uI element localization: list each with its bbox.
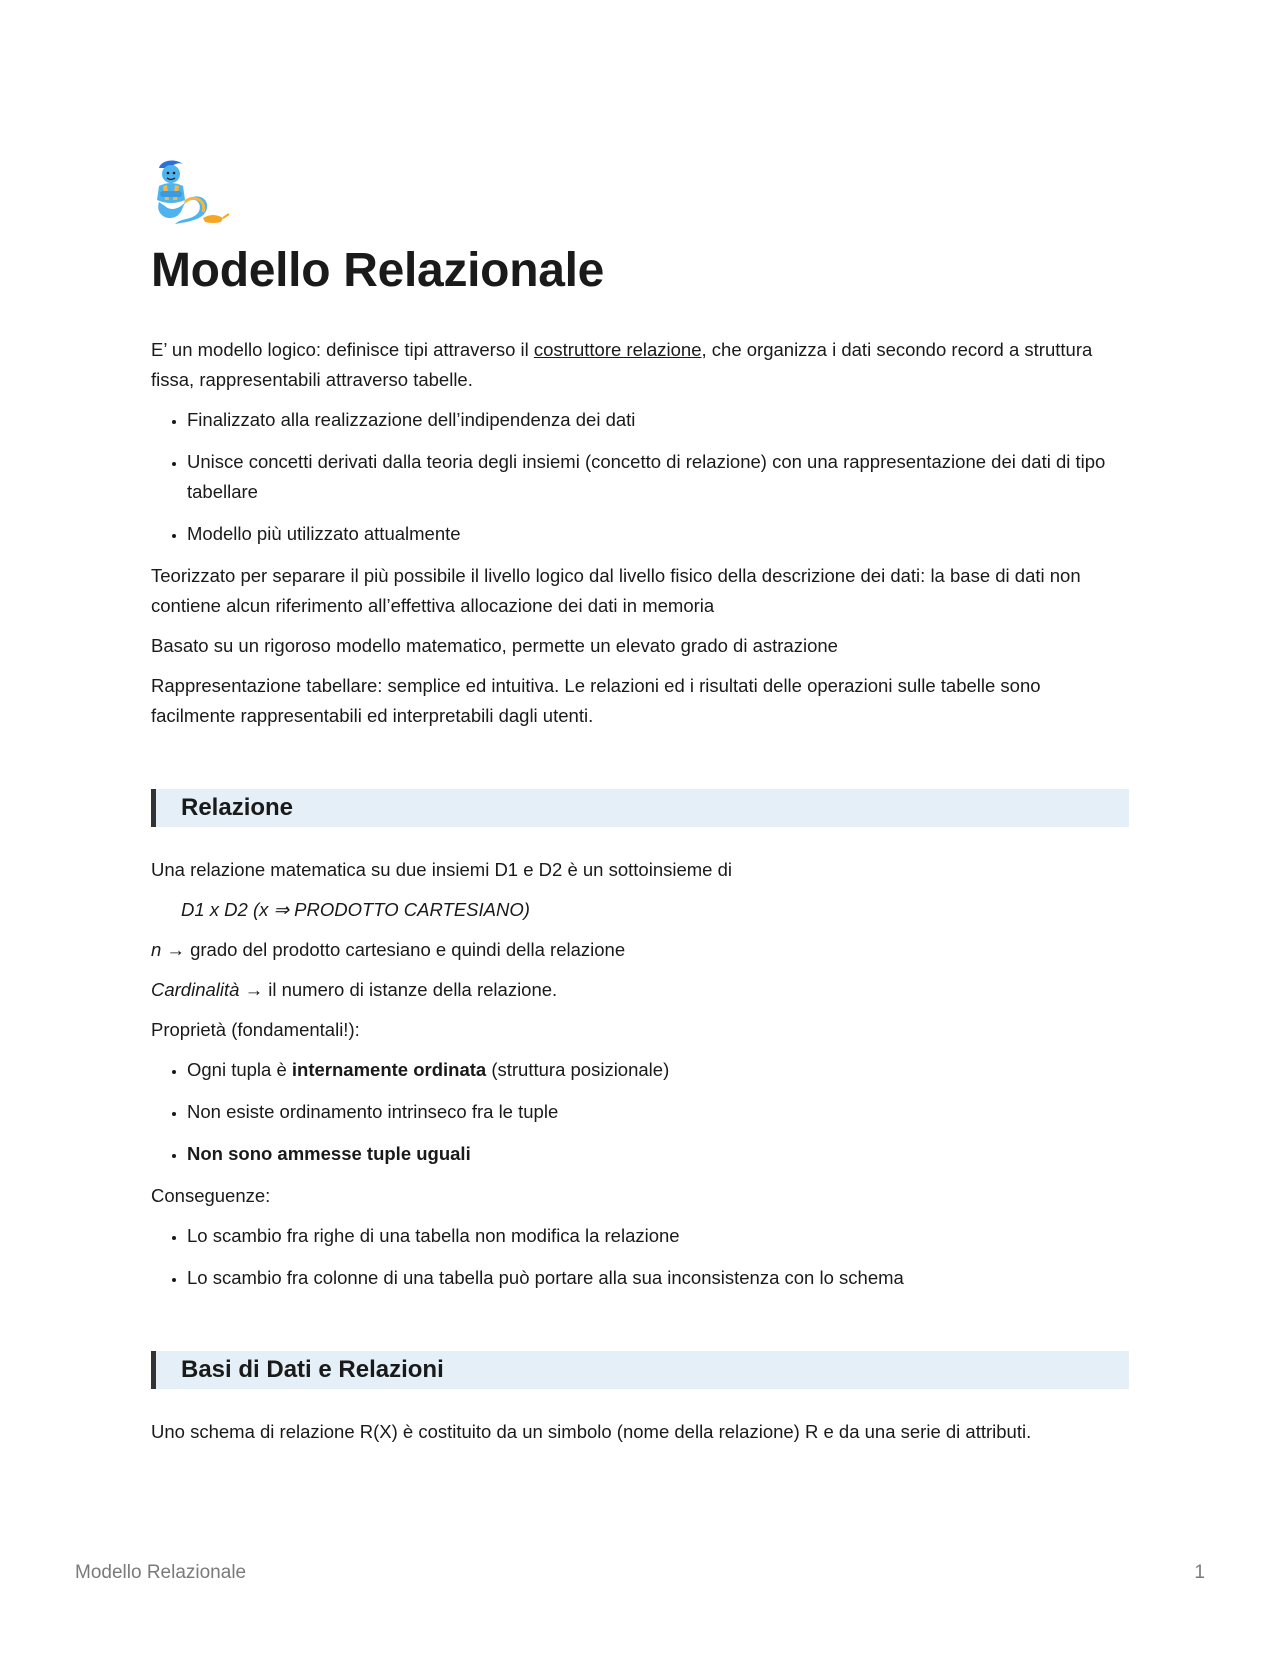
list-item: • Modello più utilizzato attualmente xyxy=(187,519,1129,549)
list-item: • Finalizzato alla realizzazione dell’indipendenza dei dati xyxy=(187,405,1129,435)
intro-paragraph xyxy=(151,335,1129,395)
prop-text: (struttura posizionale) xyxy=(486,1059,670,1080)
paragraph: Basato su un rigoroso modello matematico, permette un elevato grado di astrazione xyxy=(151,635,838,656)
section-header-relazione xyxy=(151,789,1129,827)
intro-text-pre: E’ un modello logico: definisce tipi attraverso il xyxy=(151,339,534,360)
cardinality-definition xyxy=(151,975,1129,1005)
paragraph: Proprietà (fondamentali!): xyxy=(151,1019,360,1040)
intro-text-post: , che organizza i dati secondo record a struttura fissa, rappresentabili attraverso tabelle. xyxy=(151,339,1093,390)
section-header-basi-di-dati xyxy=(151,1351,1129,1389)
list-item xyxy=(187,1055,1129,1085)
intro-bullet-list xyxy=(151,405,1129,549)
properties-list xyxy=(151,1055,1129,1169)
list-item: • Lo scambio fra colonne di una tabella può portare alla sua inconsistenza con lo schema xyxy=(187,1263,1129,1293)
list-item: • Unisce concetti derivati dalla teoria degli insiemi (concetto di relazione) con una rappresentazione dei dati di tipo tabellare xyxy=(187,447,1129,507)
genie-emoji-icon xyxy=(151,158,231,228)
cardinality-text: → il numero di istanze della relazione. xyxy=(239,979,558,1000)
page-footer xyxy=(75,1562,1205,1584)
section-heading: Basi di Dati e Relazioni xyxy=(181,1356,444,1383)
list-item: • Lo scambio fra righe di una tabella non modifica la relazione xyxy=(187,1221,1129,1251)
page-number: 1 xyxy=(1194,1562,1205,1583)
degree-text: → grado del prodotto cartesiano e quindi della relazione xyxy=(161,939,626,960)
document-page xyxy=(151,158,1129,1457)
paragraph: Teorizzato per separare il più possibile il livello logico dal livello fisico della descrizione dei dati: la base di dati non contiene alcun riferimento all’effettiva allocazione dei dati in memoria xyxy=(151,565,1081,616)
list-item: • Non sono ammesse tuple uguali xyxy=(187,1139,1129,1169)
cardinality-term: Cardinalità xyxy=(151,979,240,1000)
page-title: Modello Relazionale xyxy=(151,244,605,297)
paragraph: Conseguenze: xyxy=(151,1185,271,1206)
prop-text: Ogni tupla è xyxy=(187,1059,292,1080)
consequences-list xyxy=(151,1221,1129,1293)
paragraph: Una relazione matematica su due insiemi D1 e D2 è un sottoinsieme di xyxy=(151,859,732,880)
list-item: • Non esiste ordinamento intrinseco fra le tuple xyxy=(187,1097,1129,1127)
degree-definition xyxy=(151,935,1129,965)
prop-bold: internamente ordinata xyxy=(291,1059,487,1080)
footer-title: Modello Relazionale xyxy=(75,1562,247,1583)
degree-term: n xyxy=(151,939,162,960)
paragraph: Uno schema di relazione R(X) è costituito da un simbolo (nome della relazione) R e da una serie di attributi. xyxy=(151,1421,1032,1442)
paragraph: Rappresentazione tabellare: semplice ed intuitiva. Le relazioni ed i risultati delle operazioni sulle tabelle sono facilmente rappresentabili ed interpretabili dagli utenti. xyxy=(151,675,1041,726)
section-heading: Relazione xyxy=(181,794,294,821)
cartesian-product-formula: D1 x D2 (x ⇒ PRODOTTO CARTESIANO) xyxy=(181,899,530,920)
costruttore-relazione-link[interactable]: costruttore relazione xyxy=(533,339,702,360)
